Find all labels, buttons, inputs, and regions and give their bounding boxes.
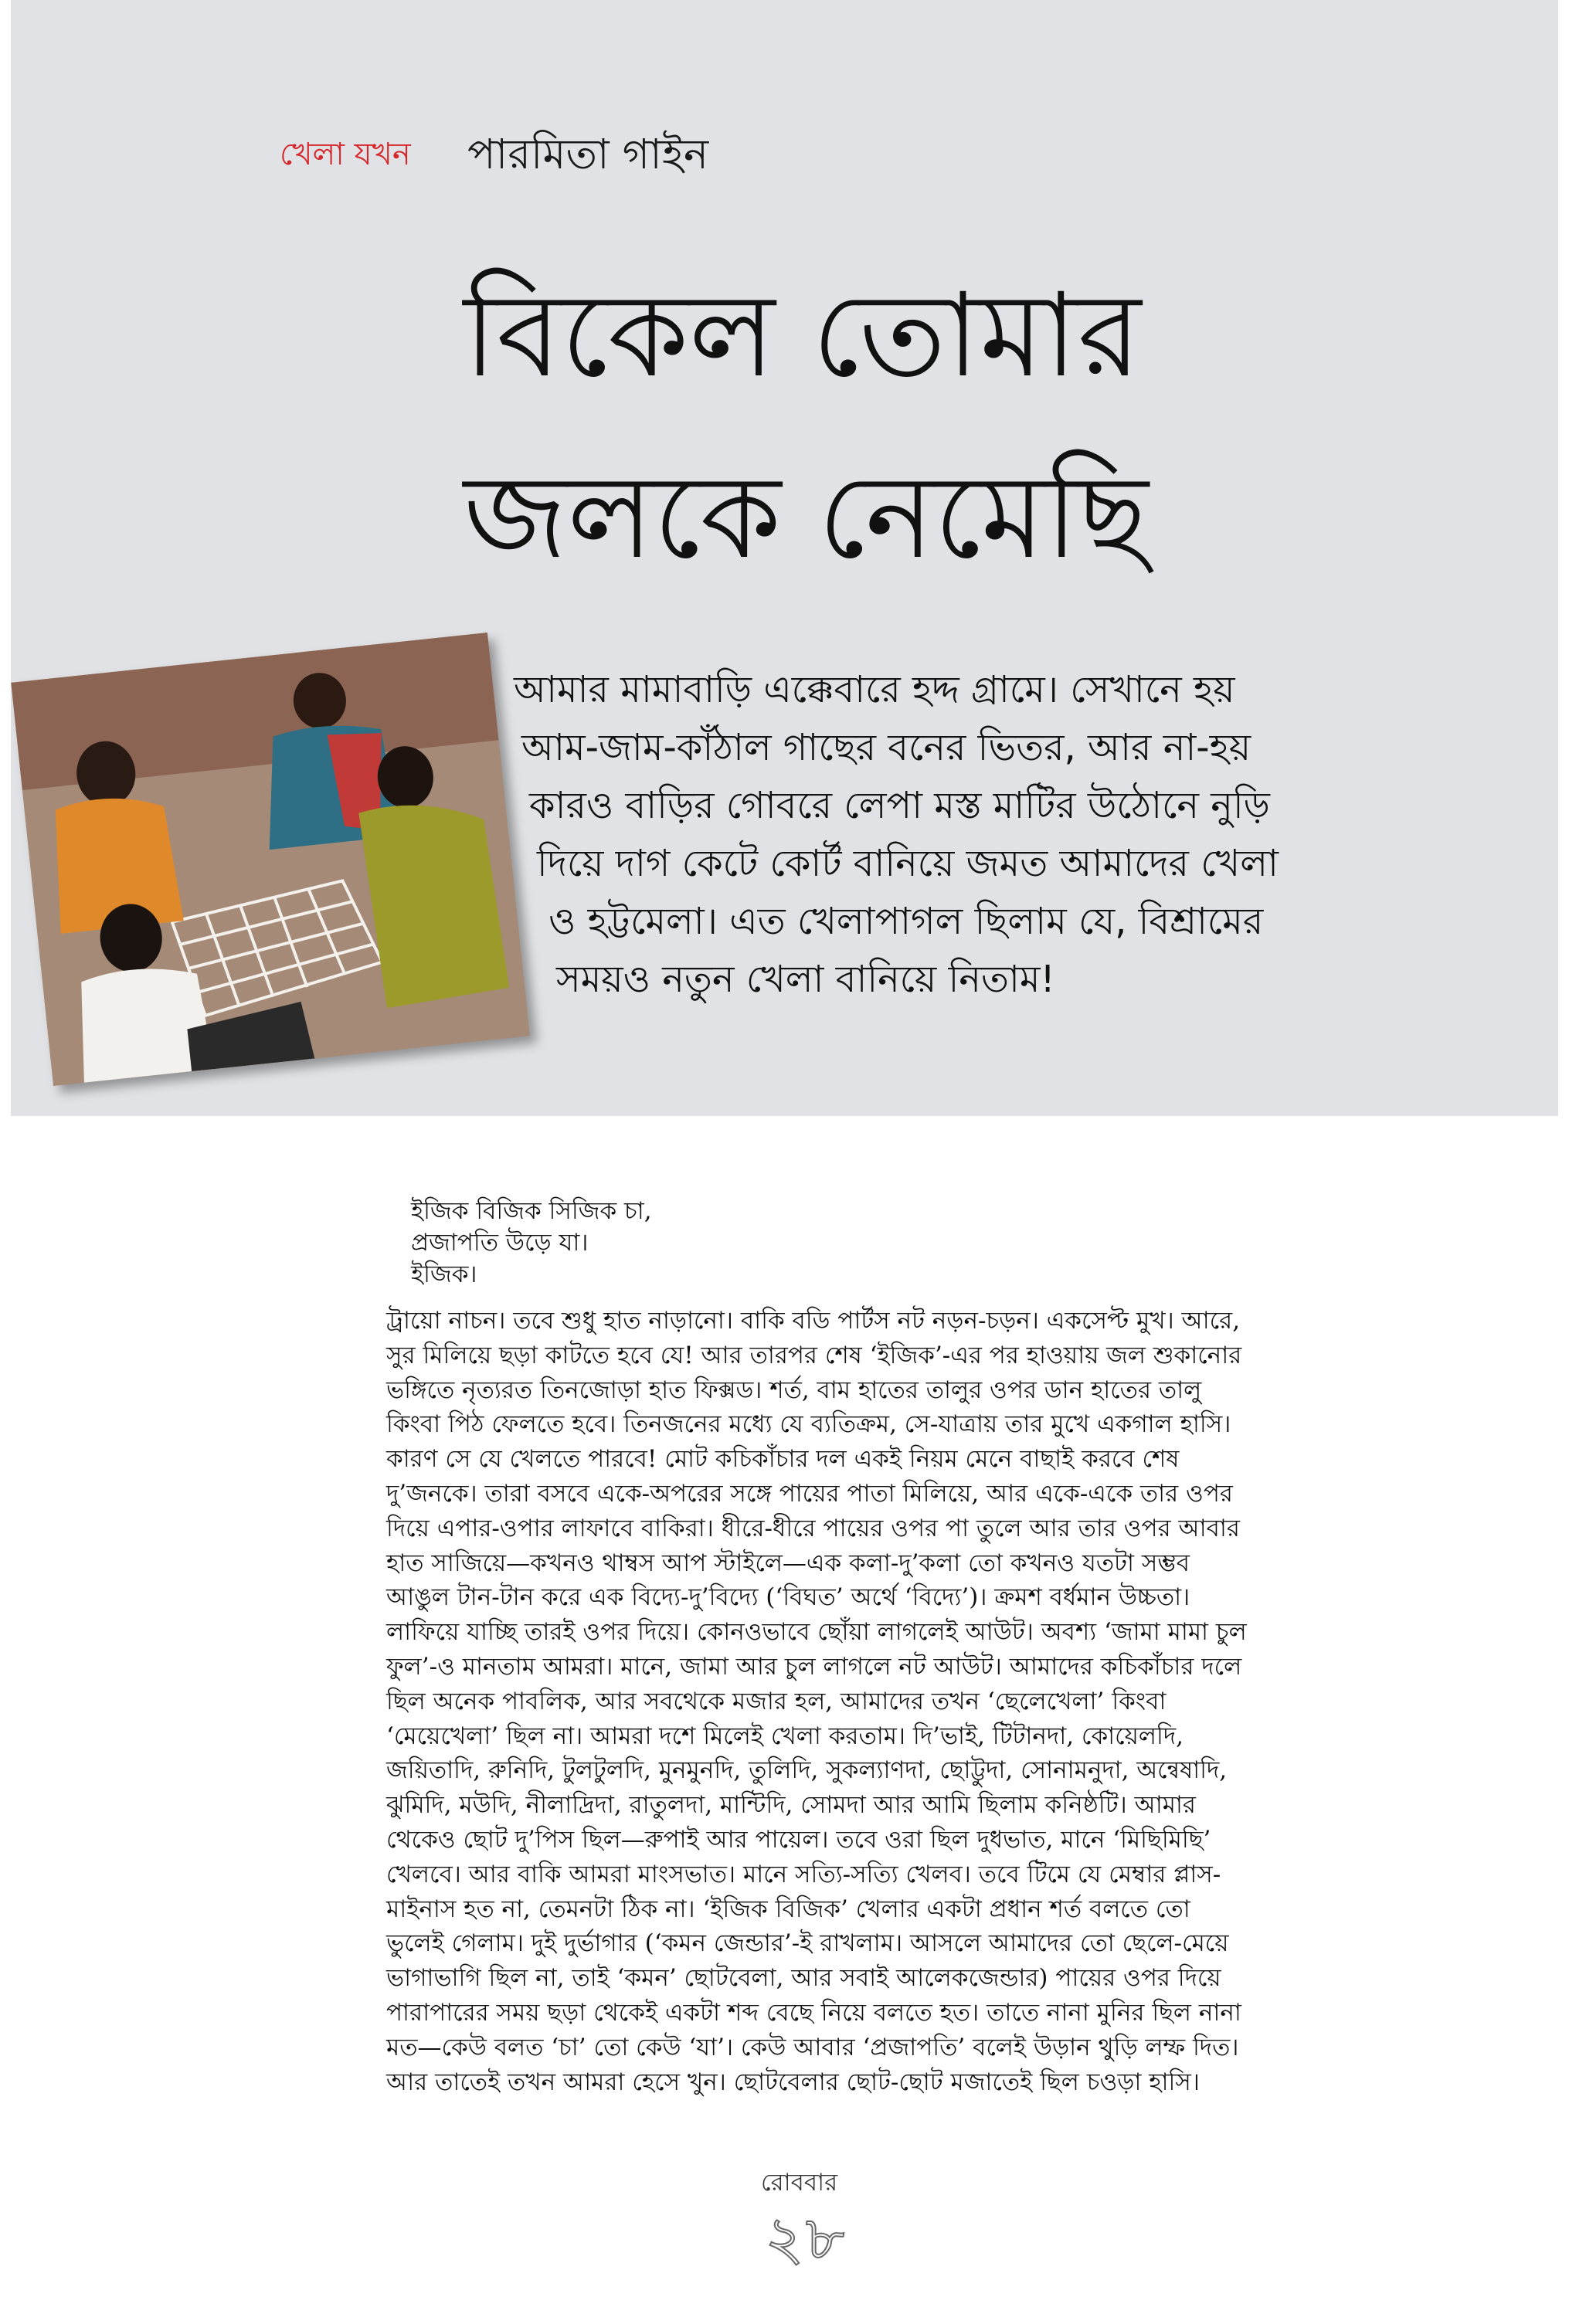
- body-line: আর তাতেই তখন আমরা হেসে খুন। ছোটবেলার ছোট-ছোট মজাতেই ছিল চওড়া হাসি।: [386, 2068, 1200, 2096]
- verse-line: ইজিক।: [411, 1260, 477, 1288]
- body-line: পারাপারের সময় ছড়া থেকেই একটা শব্দ বেছে নিয়ে বলতে হত। তাতে নানা মুনির ছিল নানা: [386, 1998, 1241, 2027]
- body-line: দু’জনকে। তারা বসবে একে-অপরের সঙ্গে পায়ের পাতা মিলিয়ে, আর একে-একে তার ওপর: [386, 1479, 1233, 1508]
- verse-line: প্রজাপতি উড়ে যা।: [411, 1229, 589, 1257]
- body-line: থেকেও ছোট দু’পিস ছিল—রুপাই আর পায়েল। তবে ওরা ছিল দুধভাত, মানে ‘মিছিমিছি’: [386, 1825, 1211, 1854]
- body-line: লাফিয়ে যাচ্ছি তারই ওপর দিয়ে। কোনওভাবে ছোঁয়া লাগলেই আউট। অবশ্য ‘জামা মামা চুল: [386, 1618, 1247, 1647]
- body-line: কিংবা পিঠ ফেলতে হবে। তিনজনের মধ্যে যে ব্যতিক্রম, সে-যাত্রায় তার মুখে একগাল হাসি।: [386, 1410, 1231, 1439]
- body-line: দিয়ে এপার-ওপার লাফাবে বাকিরা। ধীরে-ধীরে পায়ের ওপর পা তুলে আর তার ওপর আবার: [386, 1514, 1240, 1542]
- body-line: হাত সাজিয়ে—কখনও থাম্বস আপ স্টাইলে—এক কলা-দু’কলা তো কখনও যতটা সম্ভব: [386, 1549, 1190, 1577]
- intro-paragraph: [514, 661, 1402, 1009]
- intro-line: আমার মামাবাড়ি এক্কেবারে হদ্দ গ্রামে। সেখানে হয়: [514, 668, 1235, 711]
- article-body: [386, 1304, 1275, 2099]
- verse-line: ইজিক বিজিক সিজিক চা,: [411, 1197, 652, 1225]
- author-name: পারমিতা গাইন: [467, 130, 709, 178]
- women-playing-board-game-photo: [11, 633, 529, 1086]
- body-line: ঝুমিদি, মউদি, নীলাদ্রিদা, রাতুলদা, মান্টিদি, সোমদা আর আমি ছিলাম কনিষ্ঠটি। আমার: [386, 1791, 1196, 1820]
- photo-illustration: [11, 633, 529, 1086]
- body-line: জয়িতাদি, রুনিদি, টুলটুলদি, মুনমুনদি, তুলিদি, সুকল্যাণদা, ছোট্টুদা, সোনামনুদা, অন্বেষাদি,: [386, 1756, 1228, 1785]
- body-line: ফুল’-ও মানতাম আমরা। মানে, জামা আর চুল লাগলে নট আউট। আমাদের কচিকাঁচার দলে: [386, 1652, 1242, 1681]
- body-line: ভুলেই গেলাম। দুই দুর্ভাগার (‘কমন জেন্ডার’-ই রাখলাম। আসলে আমাদের তো ছেলে-মেয়ে: [386, 1929, 1229, 1958]
- headline-line: বিকেল তোমার: [464, 269, 1142, 403]
- body-line: মত—কেউ বলত ‘চা’ তো কেউ ‘যা’। কেউ আবার ‘প্রজাপতি’ বলেই উড়ান থুড়ি লম্ফ দিত।: [386, 2033, 1239, 2061]
- intro-line: কারও বাড়ির গোবরে লেপা মস্ত মাটির উঠোনে নুড়ি: [529, 784, 1270, 827]
- intro-line: ও হট্টমেলা। এত খেলাপাগল ছিলাম যে, বিশ্রামের: [548, 900, 1264, 943]
- body-line: ট্রায়ো নাচন। তবে শুধু হাত নাড়ানো। বাকি বডি পার্টস নট নড়ন-চড়ন। একসেপ্ট মুখ। আরে,: [386, 1307, 1241, 1335]
- body-line: ছিল অনেক পাবলিক, আর সবথেকে মজার হল, আমাদের তখন ‘ছেলেখেলা’ কিংবা: [386, 1687, 1167, 1715]
- body-line: ‘মেয়েখেলা’ ছিল না। আমরা দশে মিলেই খেলা করতাম। দি’ভাই, টিটানদা, কোয়েলদি,: [386, 1722, 1184, 1750]
- body-line: মাইনাস হত না, তেমনটা ঠিক না। ‘ইজিক বিজিক’ খেলার একটা প্রধান শর্ত বলতে তো: [386, 1895, 1190, 1923]
- intro-line: আম-জাম-কাঁঠাল গাছের বনের ভিতর, আর না-হয়: [521, 726, 1251, 769]
- magazine-name: রোববার: [761, 2169, 838, 2197]
- body-line: খেলবে। আর বাকি আমরা মাংসভাত। মানে সত্যি-সত্যি খেলব। তবে টিমে যে মেম্বার প্লাস-: [386, 1860, 1221, 1888]
- intro-line: দিয়ে দাগ কেটে কোর্ট বানিয়ে জমত আমাদের খেলা: [537, 842, 1279, 885]
- rhyme-verse: [411, 1196, 652, 1291]
- body-line: কারণ সে যে খেলতে পারবে! মোট কচিকাঁচার দল একই নিয়ম মেনে বাছাই করবে শেষ: [386, 1445, 1180, 1474]
- headline-line: জলকে নেমেছি: [464, 450, 1149, 585]
- intro-line: সময়ও নতুন খেলা বানিয়ে নিতাম!: [556, 958, 1055, 1001]
- body-line: ভাগাভাগি ছিল না, তাই ‘কমন’ ছোটবেলা, আর সবাই আলেকজেন্ডার) পায়ের ওপর দিয়ে: [386, 1964, 1221, 1993]
- headline: [464, 246, 1391, 609]
- section-tag: খেলা যখন: [280, 137, 411, 172]
- body-line: ভঙ্গিতে নৃত্যরত তিনজোড়া হাত ফিক্সড। শর্ত, বাম হাতের তালুর ওপর ডান হাতের তালু: [386, 1376, 1202, 1404]
- body-line: আঙুল টান-টান করে এক বিদ্যে-দু’বিদ্যে (‘বিঘত’ অর্থে ‘বিদ্যে’)। ক্রমশ বর্ধমান উচ্চতা।: [386, 1583, 1190, 1612]
- page-number: ২৮: [765, 2204, 847, 2274]
- body-line: সুর মিলিয়ে ছড়া কাটতে হবে যে! আর তারপর শেষ ‘ইজিক’-এর পর হাওয়ায় জল শুকানোর: [386, 1341, 1242, 1369]
